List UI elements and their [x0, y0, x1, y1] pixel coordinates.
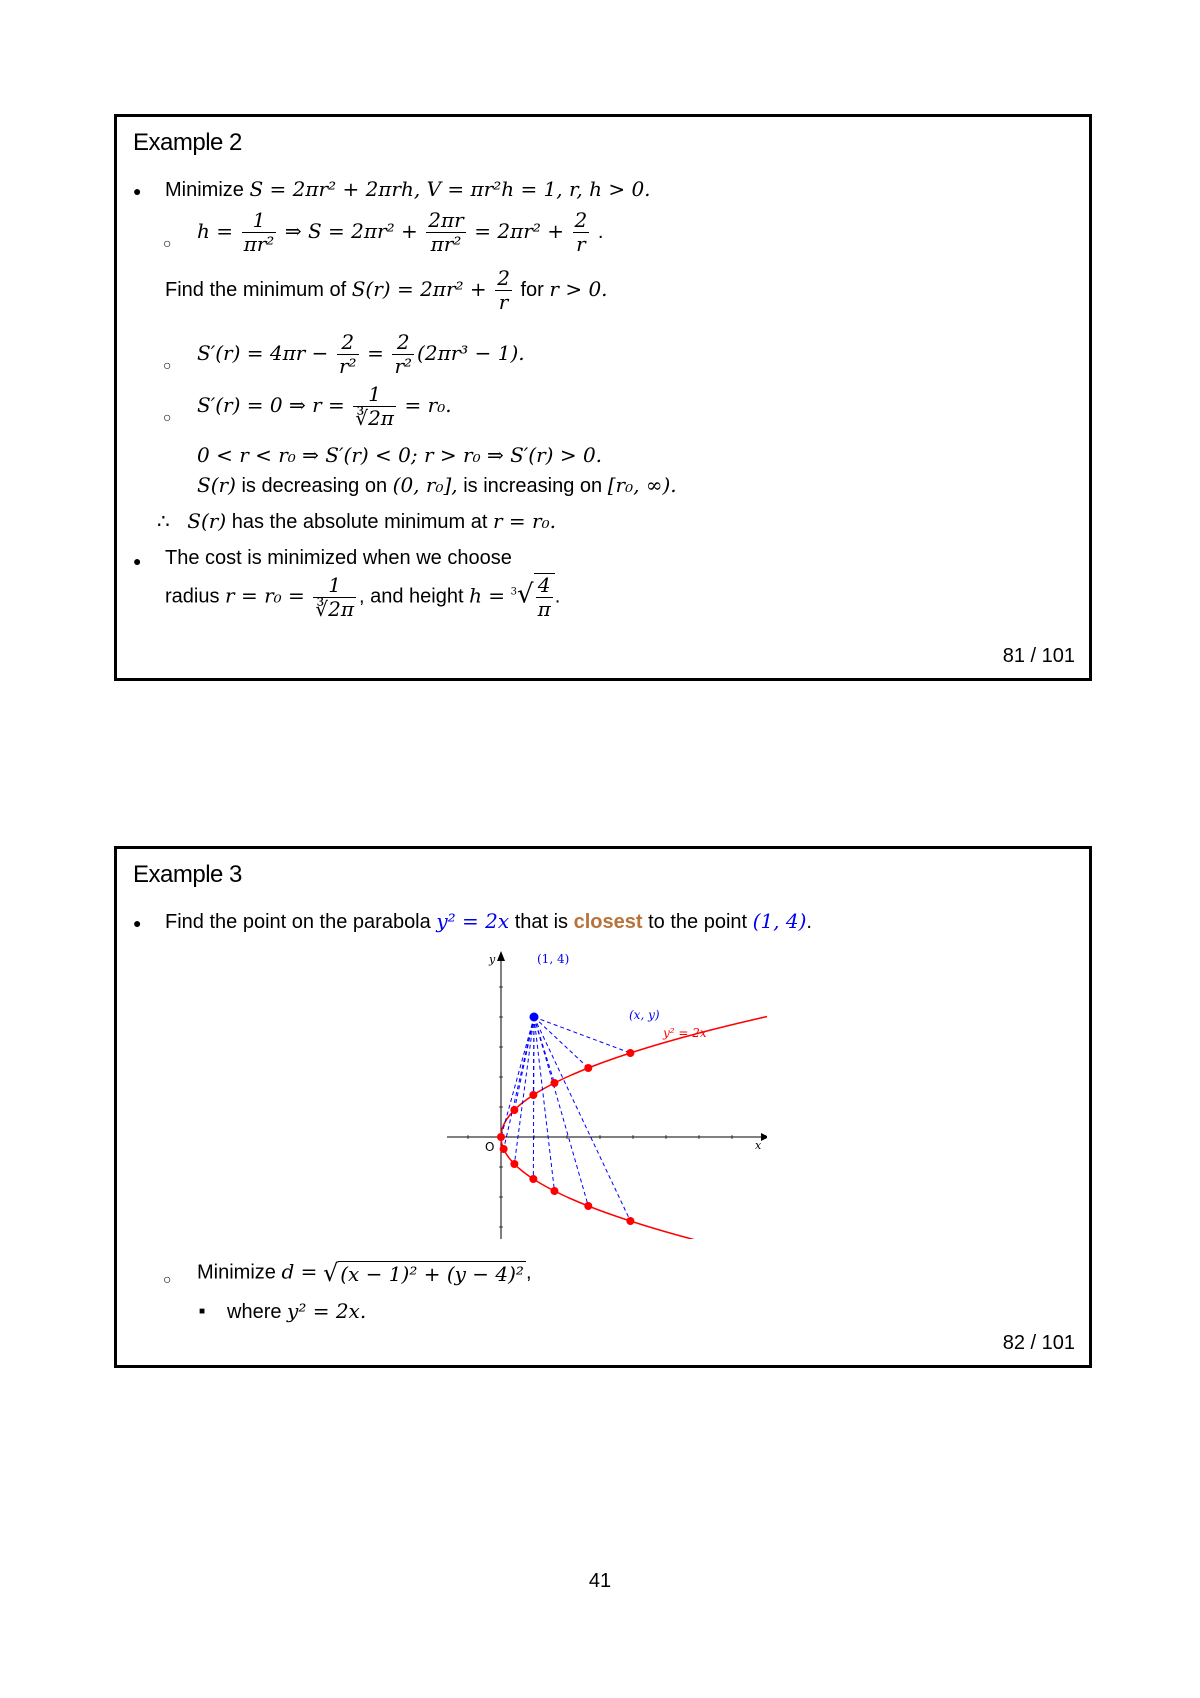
distance-line — [534, 1017, 554, 1191]
answer-line: radius r = r₀ = $\frac{1}{∛2\pi}$ , and height h = $^3$√ $\frac{4}{\pi}$ . — [165, 572, 561, 621]
square-root: √ (x − 1)² + (y − 4)² — [322, 1259, 524, 1287]
minimize-distance-line: Minimize d = √ (x − 1)² + (y − 4)² , — [197, 1259, 532, 1287]
parabola-point — [510, 1160, 518, 1168]
parabola-point — [584, 1202, 592, 1210]
parabola-point — [497, 1133, 505, 1141]
parabola-point — [510, 1106, 518, 1114]
target-point-label: (1, 4) — [537, 952, 570, 966]
parabola-point — [550, 1187, 558, 1195]
fraction: $\frac{2}{\text{r²}}$ — [394, 330, 413, 378]
page-number: 41 — [588, 1570, 612, 1592]
parabola-point — [584, 1064, 592, 1072]
therefore-icon: ∴ — [157, 509, 170, 533]
minimize-statement: Minimize S = 2πr² + 2πrh, V = πr²h = 1, r, h > 0. — [165, 177, 651, 201]
slide-page-number: 81 / 101 — [1002, 645, 1075, 667]
fraction: $\frac{2}{\text{r²}}$ — [339, 330, 357, 378]
parabola-point — [529, 1175, 537, 1183]
distance-line — [501, 1017, 534, 1137]
y-axis-arrow-icon — [497, 951, 505, 961]
find-minimum-line: Find the minimum of S(r) = 2πr² + $\frac{2}{r}$ for r > 0. — [165, 266, 608, 314]
sub-bullet-circle-icon: ○ — [163, 235, 172, 251]
parabola-figure — [447, 949, 767, 1239]
parabola-point — [550, 1079, 558, 1087]
parabola-curve — [501, 1007, 767, 1240]
y-axis-label: y — [489, 953, 496, 966]
fraction: $\frac{2\pi r}{\text{πr²}}$ — [428, 208, 464, 256]
distance-line — [514, 1017, 534, 1164]
problem-statement: Find the point on the parabola y² = 2x that is closest to the point (1, 4). — [165, 909, 812, 933]
slide-example-3 — [114, 846, 1092, 1368]
cost-statement: The cost is minimized when we choose — [165, 547, 512, 569]
distance-line — [534, 1017, 630, 1053]
sub-bullet-circle-icon: ○ — [163, 409, 172, 425]
fraction: $\frac{2}{r}$ — [497, 266, 510, 314]
critical-point-line: S′(r) = 0 ⇒ r = $\frac{1}{∛2\pi}$ = r₀. — [197, 382, 452, 430]
conclusion-line: ∴ S(r) has the absolute minimum at r = r₀. — [157, 509, 556, 533]
x-axis-label: x — [755, 1139, 762, 1152]
fraction: $\frac{1}{\text{πr²}}$ — [243, 208, 275, 256]
parabola-point — [500, 1145, 508, 1153]
cube-root: $^3$√ $\frac{4}{\pi}$ — [511, 573, 555, 621]
fraction: $\frac{1}{∛2\pi}$ — [315, 572, 354, 621]
x-axis-arrow-icon — [761, 1133, 767, 1141]
axis-ticks — [468, 957, 765, 1227]
monotonicity-line: S(r) is decreasing on (0, r₀], is increasing on [r₀, ∞). — [197, 473, 677, 497]
h-substitution: h = $\frac{1}{\text{πr²}}$ ⇒ S = 2πr² + $\frac{2\pi r}{\text{πr²}}$ = 2πr² + $\frac{2}{r}$ . — [197, 208, 604, 256]
constraint-line: where y² = 2x. — [227, 1299, 367, 1323]
origin-label: O — [485, 1140, 495, 1154]
distance-line — [534, 1017, 588, 1206]
slide-title: Example 2 — [133, 129, 242, 156]
sub-sub-bullet-icon: ■ — [199, 1306, 206, 1317]
parabola-point — [626, 1049, 634, 1057]
sign-analysis-line: 0 < r < r₀ ⇒ S′(r) < 0; r > r₀ ⇒ S′(r) > 0. — [197, 443, 603, 467]
target-point — [530, 1013, 539, 1022]
bullet-dot-icon: ● — [133, 553, 142, 569]
fraction: $\frac{2}{r}$ — [574, 208, 588, 256]
distance-line — [534, 1017, 588, 1068]
slide-title: Example 3 — [133, 861, 242, 888]
distance-lines — [501, 1017, 630, 1221]
sub-bullet-circle-icon: ○ — [163, 357, 172, 373]
slide-page-number: 82 / 101 — [1002, 1332, 1075, 1354]
closest-highlight: closest — [573, 911, 643, 933]
parabola-point — [529, 1091, 537, 1099]
sub-bullet-circle-icon: ○ — [163, 1271, 172, 1287]
bullet-dot-icon: ● — [133, 183, 142, 199]
xy-point-label: (x, y) — [629, 1008, 660, 1022]
derivative-line: S′(r) = 4πr − $\frac{2}{\text{r²}}$ = $\frac{2}{\text{r²}}$ (2πr³ − 1). — [197, 330, 525, 378]
curve-label: y² = 2x — [663, 1026, 707, 1040]
slide-example-2 — [114, 114, 1092, 681]
bullet-dot-icon: ● — [133, 915, 142, 931]
fraction: $\frac{1}{∛2\pi}$ — [355, 382, 394, 430]
parabola-point — [626, 1217, 634, 1225]
